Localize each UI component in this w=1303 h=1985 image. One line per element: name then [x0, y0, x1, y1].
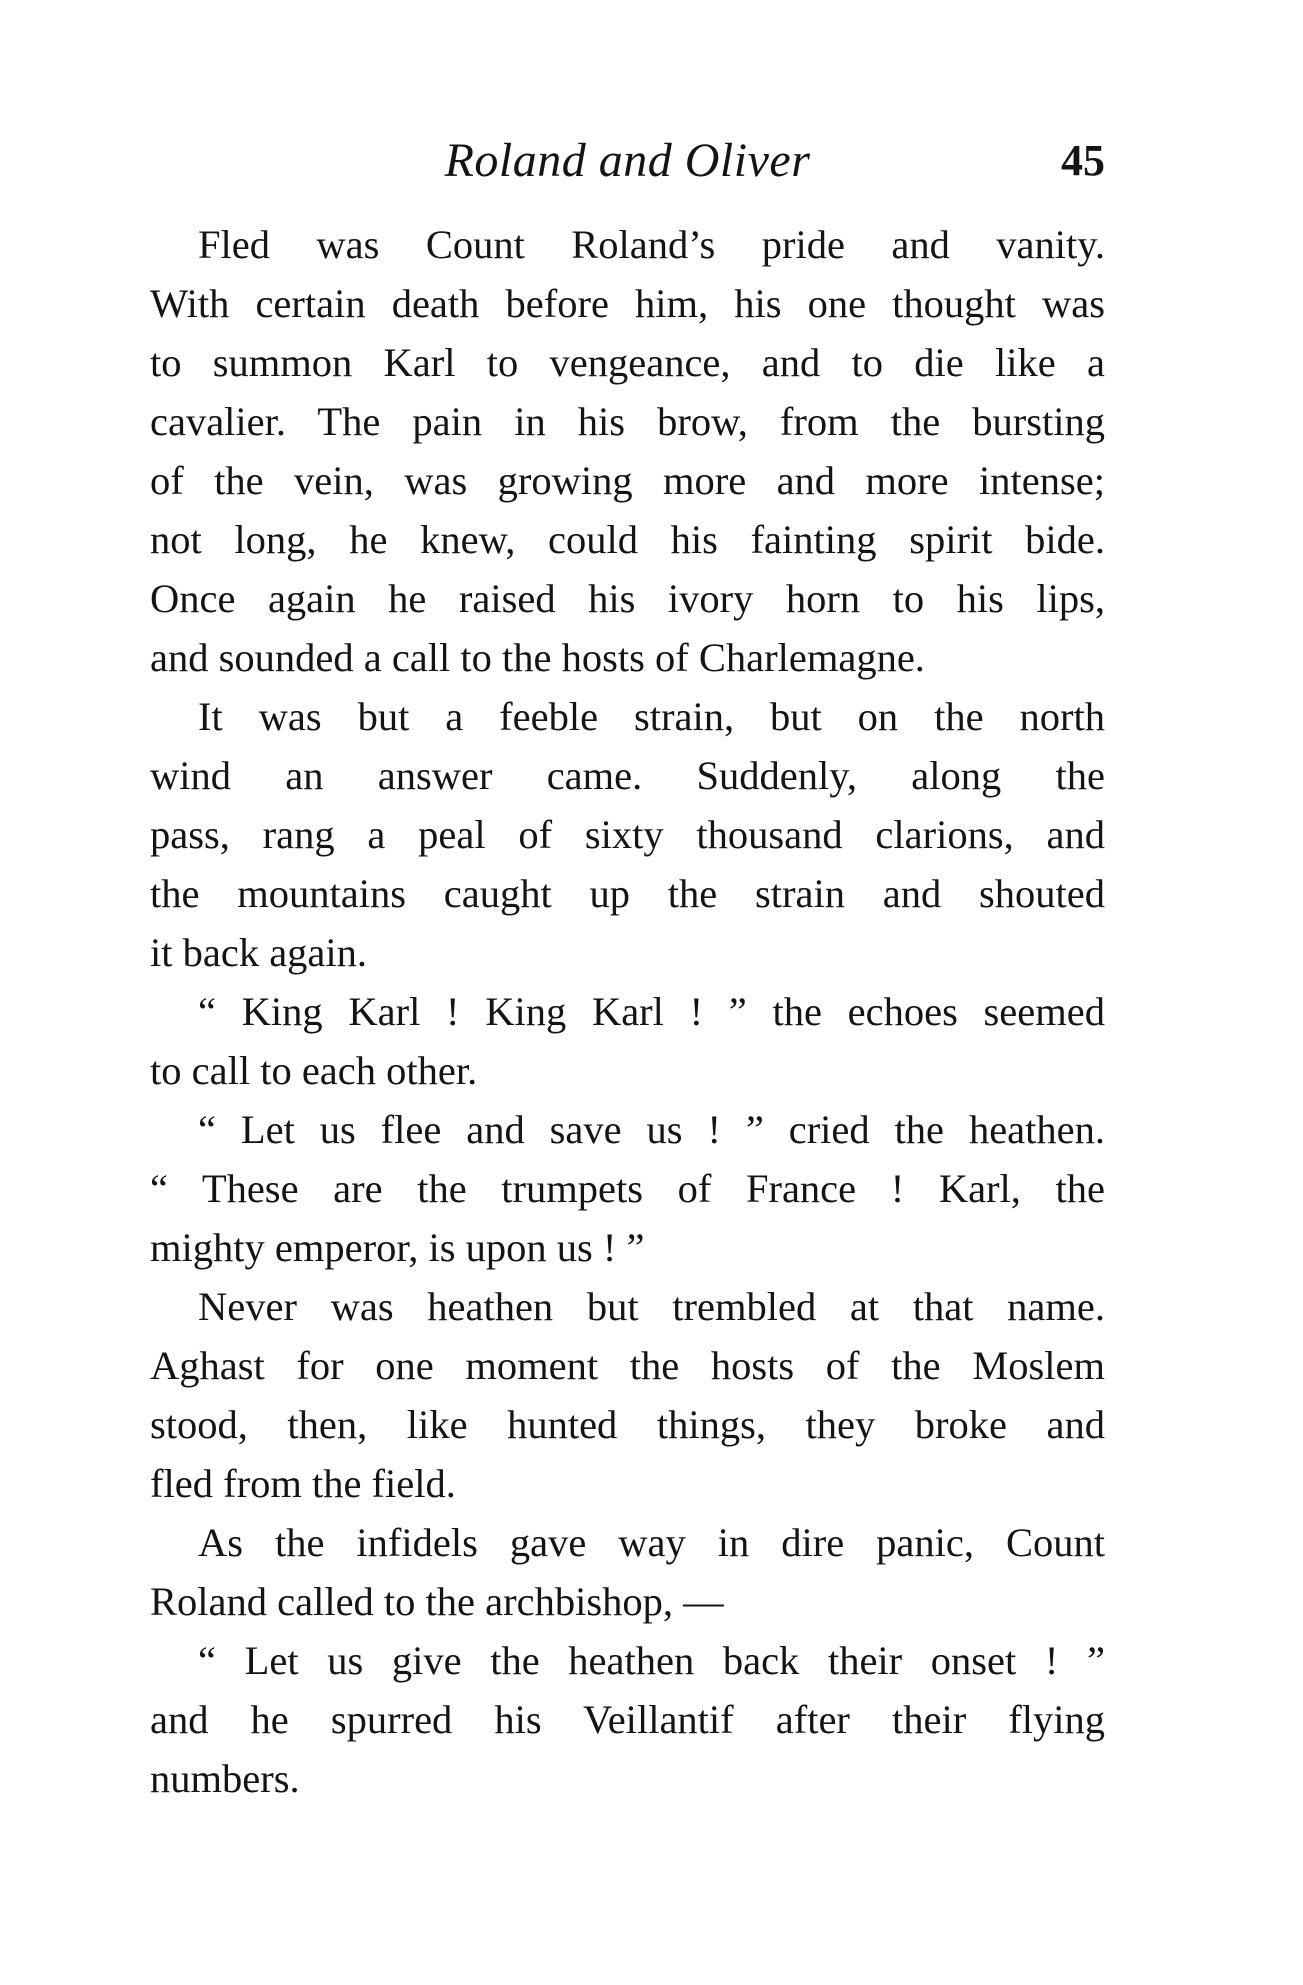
text-line: pass, rang a peal of sixty thousand clarions, and — [150, 812, 1105, 857]
running-head — [150, 126, 1105, 196]
running-title: Roland and Oliver — [444, 134, 811, 187]
text-line: Roland called to the archbishop, — — [150, 1579, 724, 1624]
text-line: numbers. — [150, 1756, 300, 1801]
text-line: cavalier. The pain in his brow, from the bursting — [150, 399, 1105, 444]
page-number: 45 — [1061, 136, 1105, 185]
text-line: Fled was Count Roland’s pride and vanity. — [198, 222, 1105, 267]
text-line: With certain death before him, his one thought was — [150, 281, 1105, 326]
text-line: to call to each other. — [150, 1048, 478, 1093]
text-line: “ These are the trumpets of France ! Karl, the — [150, 1166, 1105, 1211]
text-line: and sounded a call to the hosts of Charlemagne. — [150, 635, 925, 680]
text-line: fled from the field. — [150, 1461, 456, 1506]
text-line: Never was heathen but trembled at that name. — [198, 1284, 1105, 1329]
text-line: wind an answer came. Suddenly, along the — [150, 753, 1105, 798]
text-line: and he spurred his Veillantif after their flying — [150, 1697, 1105, 1742]
text-line: Aghast for one moment the hosts of the Moslem — [150, 1343, 1105, 1388]
text-line: the mountains caught up the strain and shouted — [150, 871, 1105, 916]
text-line: Once again he raised his ivory horn to his lips, — [150, 576, 1105, 621]
text-line: It was but a feeble strain, but on the north — [198, 694, 1105, 739]
text-line: mighty emperor, is upon us ! ” — [150, 1225, 645, 1270]
text-line: “ Let us give the heathen back their onset ! ” — [198, 1638, 1105, 1683]
text-line: “ King Karl ! King Karl ! ” the echoes seemed — [198, 989, 1105, 1034]
text-line: to summon Karl to vengeance, and to die like a — [150, 340, 1105, 385]
text-line: “ Let us flee and save us ! ” cried the heathen. — [198, 1107, 1105, 1152]
text-line: As the infidels gave way in dire panic, Count — [198, 1520, 1105, 1565]
text-line: stood, then, like hunted things, they broke and — [150, 1402, 1105, 1447]
text-line: not long, he knew, could his fainting spirit bide. — [150, 517, 1105, 562]
body-text — [150, 215, 1105, 1808]
text-line: of the vein, was growing more and more intense; — [150, 458, 1105, 503]
text-line: it back again. — [150, 930, 368, 975]
